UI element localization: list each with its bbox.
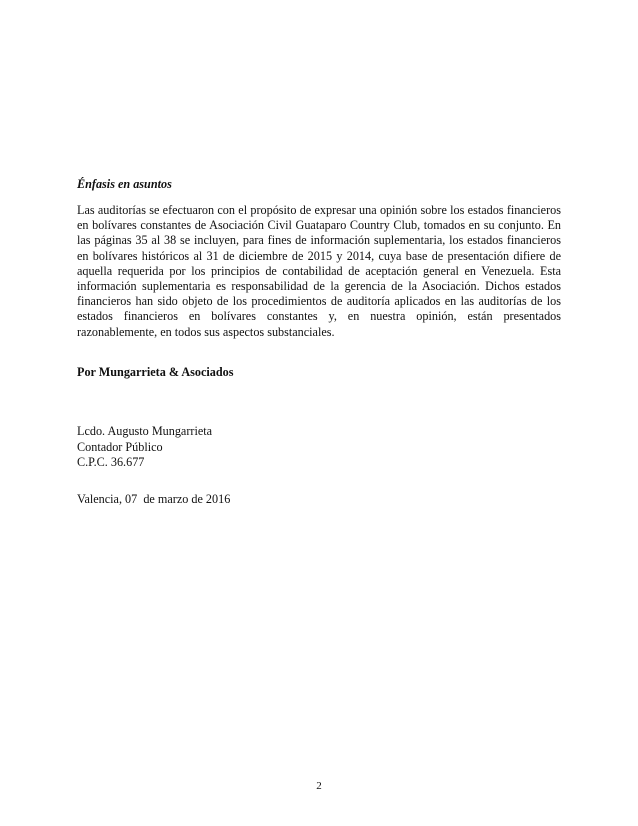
body-paragraph: Las auditorías se efectuaron con el propósito de expresar una opinión sobre los estados financieros en bolívares constantes de Asociación Civil Guataparo Country Club, tomados en su conjunto. En las páginas 35 al 38 se incluyen, para fines de información suplementaria, los estados financieros en bolívares históricos al 31 de diciembre de 2015 y 2014, cuya base de presentación difiere de aquella requerida por los principios de contabilidad de aceptación general en Venezuela. Esta información suplementaria es responsabilidad de la gerencia de la Asociación. Dichos estados financieros han sido objeto de los procedimientos de auditoría aplicados en las auditorías de los estados financieros en bolívares constantes y, en nuestra opinión, están presentados razonablemente, en todos sus aspectos substanciales. <box>77 203 561 339</box>
firm-signature: Por Mungarrieta & Asociados <box>77 365 234 379</box>
signer-title: Contador Público <box>77 440 163 454</box>
section-heading: Énfasis en asuntos <box>77 177 172 191</box>
place-date: Valencia, 07 de marzo de 2016 <box>77 492 231 506</box>
signer-license: C.P.C. 36.677 <box>77 455 145 469</box>
page-number: 2 <box>316 780 322 792</box>
signer-name: Lcdo. Augusto Mungarrieta <box>77 424 213 438</box>
